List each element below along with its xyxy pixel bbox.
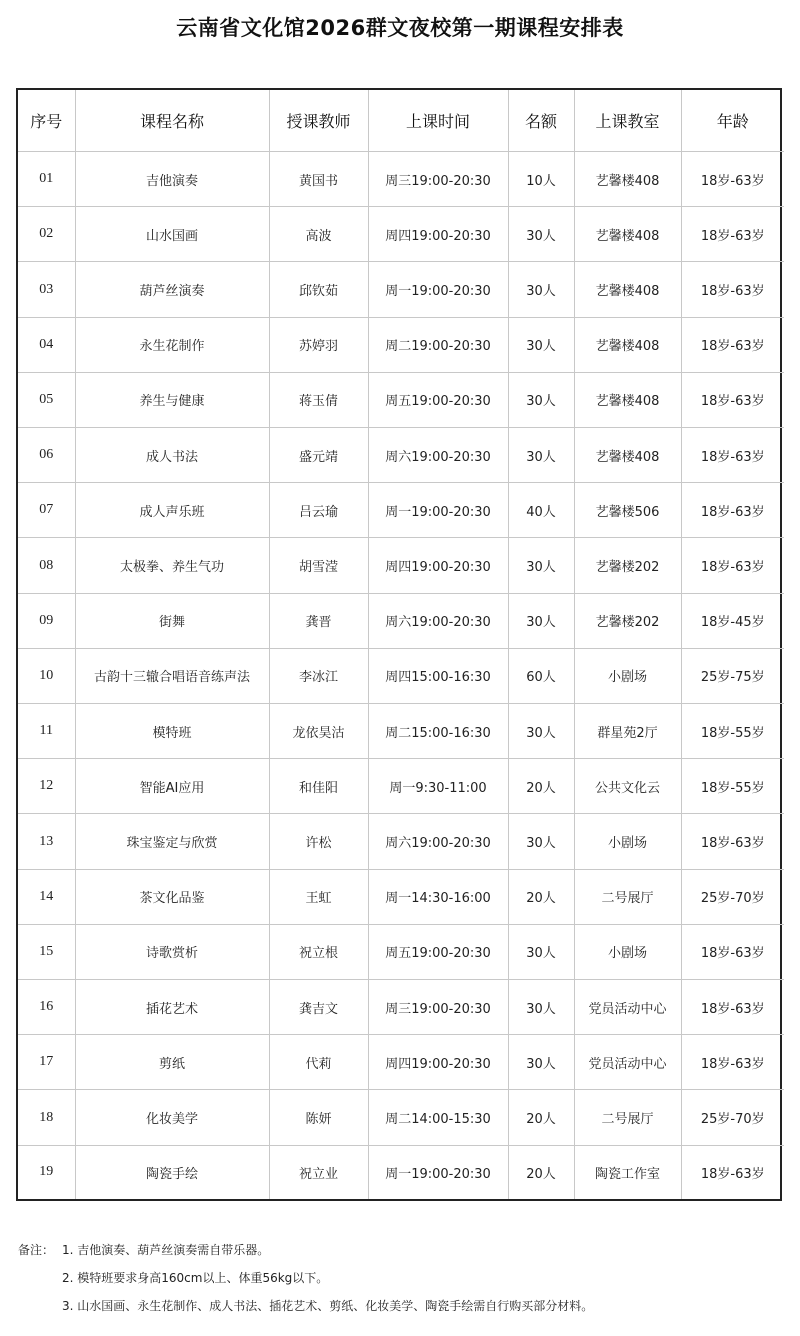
cell-quota: 30人 xyxy=(508,262,574,317)
table-row xyxy=(18,372,784,427)
cell-quota: 10人 xyxy=(508,152,574,207)
header-teacher: 授课教师 xyxy=(269,90,368,152)
cell-age: 18岁-55岁 xyxy=(681,759,784,814)
table-row xyxy=(18,1035,784,1090)
table-row xyxy=(18,869,784,924)
cell-course: 永生花制作 xyxy=(75,317,269,372)
cell-quota: 30人 xyxy=(508,1035,574,1090)
table-body xyxy=(18,152,784,1200)
cell-teacher: 邱钦茹 xyxy=(269,262,368,317)
cell-room: 党员活动中心 xyxy=(574,1035,681,1090)
cell-room: 艺馨楼408 xyxy=(574,262,681,317)
cell-time: 周四19:00-20:30 xyxy=(368,1035,508,1090)
cell-quota: 20人 xyxy=(508,869,574,924)
cell-teacher: 龚吉文 xyxy=(269,980,368,1035)
cell-course: 养生与健康 xyxy=(75,372,269,427)
cell-no: 08 xyxy=(18,538,75,593)
course-table xyxy=(18,90,784,1199)
cell-no: 18 xyxy=(18,1090,75,1145)
cell-no: 03 xyxy=(18,262,75,317)
table-row xyxy=(18,648,784,703)
cell-no: 17 xyxy=(18,1035,75,1090)
cell-room: 艺馨楼202 xyxy=(574,538,681,593)
cell-teacher: 龚晋 xyxy=(269,593,368,648)
header-room: 上课教室 xyxy=(574,90,681,152)
cell-room: 陶瓷工作室 xyxy=(574,1145,681,1199)
cell-quota: 30人 xyxy=(508,980,574,1035)
cell-room: 艺馨楼408 xyxy=(574,372,681,427)
cell-age: 18岁-45岁 xyxy=(681,593,784,648)
cell-age: 18岁-63岁 xyxy=(681,207,784,262)
cell-no: 04 xyxy=(18,317,75,372)
notes xyxy=(18,1236,788,1320)
note-row xyxy=(18,1236,788,1264)
table-row xyxy=(18,814,784,869)
cell-room: 小剧场 xyxy=(574,924,681,979)
note-row xyxy=(18,1292,788,1320)
cell-room: 群星苑2厅 xyxy=(574,704,681,759)
table-row xyxy=(18,152,784,207)
notes-label: 备注： xyxy=(18,1243,55,1257)
cell-course: 成人声乐班 xyxy=(75,483,269,538)
cell-course: 模特班 xyxy=(75,704,269,759)
table-row xyxy=(18,317,784,372)
header-age: 年龄 xyxy=(681,90,784,152)
cell-course: 吉他演奏 xyxy=(75,152,269,207)
table-header-row xyxy=(18,90,784,152)
cell-no: 01 xyxy=(18,152,75,207)
cell-no: 13 xyxy=(18,814,75,869)
cell-quota: 30人 xyxy=(508,924,574,979)
cell-time: 周五19:00-20:30 xyxy=(368,372,508,427)
table-row xyxy=(18,483,784,538)
cell-time: 周四19:00-20:30 xyxy=(368,207,508,262)
cell-no: 16 xyxy=(18,980,75,1035)
cell-course: 街舞 xyxy=(75,593,269,648)
cell-no: 06 xyxy=(18,428,75,483)
cell-course: 古韵十三辙合唱语音练声法 xyxy=(75,648,269,703)
cell-teacher: 李冰江 xyxy=(269,648,368,703)
cell-room: 党员活动中心 xyxy=(574,980,681,1035)
cell-course: 插花艺术 xyxy=(75,980,269,1035)
cell-time: 周五19:00-20:30 xyxy=(368,924,508,979)
cell-room: 二号展厅 xyxy=(574,1090,681,1145)
cell-time: 周二15:00-16:30 xyxy=(368,704,508,759)
cell-teacher: 黄国书 xyxy=(269,152,368,207)
cell-quota: 30人 xyxy=(508,428,574,483)
cell-teacher: 吕云瑜 xyxy=(269,483,368,538)
table-row xyxy=(18,924,784,979)
cell-age: 18岁-63岁 xyxy=(681,924,784,979)
cell-teacher: 许松 xyxy=(269,814,368,869)
cell-room: 艺馨楼202 xyxy=(574,593,681,648)
table-row xyxy=(18,593,784,648)
cell-teacher: 王虹 xyxy=(269,869,368,924)
cell-teacher: 苏婷羽 xyxy=(269,317,368,372)
cell-course: 陶瓷手绘 xyxy=(75,1145,269,1199)
schedule-table xyxy=(16,88,782,1201)
cell-room: 艺馨楼408 xyxy=(574,317,681,372)
cell-teacher: 蒋玉倩 xyxy=(269,372,368,427)
cell-room: 艺馨楼408 xyxy=(574,152,681,207)
cell-course: 化妆美学 xyxy=(75,1090,269,1145)
cell-quota: 20人 xyxy=(508,759,574,814)
cell-time: 周四19:00-20:30 xyxy=(368,538,508,593)
cell-quota: 30人 xyxy=(508,538,574,593)
table-row xyxy=(18,704,784,759)
cell-age: 18岁-63岁 xyxy=(681,428,784,483)
cell-no: 19 xyxy=(18,1145,75,1199)
cell-no: 05 xyxy=(18,372,75,427)
table-row xyxy=(18,759,784,814)
cell-course: 太极拳、养生气功 xyxy=(75,538,269,593)
cell-no: 14 xyxy=(18,869,75,924)
note-item: 2. 模特班要求身高160cm以上、体重56kg以下。 xyxy=(62,1271,329,1285)
table-row xyxy=(18,1145,784,1199)
cell-course: 山水国画 xyxy=(75,207,269,262)
cell-room: 艺馨楼408 xyxy=(574,428,681,483)
cell-age: 18岁-63岁 xyxy=(681,483,784,538)
cell-quota: 30人 xyxy=(508,593,574,648)
cell-teacher: 胡雪滢 xyxy=(269,538,368,593)
cell-course: 成人书法 xyxy=(75,428,269,483)
cell-time: 周四15:00-16:30 xyxy=(368,648,508,703)
cell-quota: 60人 xyxy=(508,648,574,703)
note-indent xyxy=(18,1264,62,1292)
cell-room: 艺馨楼506 xyxy=(574,483,681,538)
cell-teacher: 龙依昊沽 xyxy=(269,704,368,759)
cell-time: 周三19:00-20:30 xyxy=(368,152,508,207)
cell-time: 周三19:00-20:30 xyxy=(368,980,508,1035)
table-row xyxy=(18,428,784,483)
cell-time: 周一9:30-11:00 xyxy=(368,759,508,814)
header-quota: 名额 xyxy=(508,90,574,152)
table-row xyxy=(18,207,784,262)
note-item: 1. 吉他演奏、葫芦丝演奏需自带乐器。 xyxy=(62,1243,270,1257)
cell-teacher: 祝立业 xyxy=(269,1145,368,1199)
cell-age: 18岁-63岁 xyxy=(681,538,784,593)
cell-age: 18岁-63岁 xyxy=(681,980,784,1035)
cell-time: 周一19:00-20:30 xyxy=(368,483,508,538)
cell-teacher: 祝立根 xyxy=(269,924,368,979)
cell-quota: 20人 xyxy=(508,1145,574,1199)
cell-course: 剪纸 xyxy=(75,1035,269,1090)
cell-course: 诗歌赏析 xyxy=(75,924,269,979)
table-row xyxy=(18,1090,784,1145)
cell-age: 18岁-55岁 xyxy=(681,704,784,759)
table-row xyxy=(18,980,784,1035)
cell-room: 艺馨楼408 xyxy=(574,207,681,262)
cell-teacher: 高波 xyxy=(269,207,368,262)
cell-course: 茶文化品鉴 xyxy=(75,869,269,924)
cell-no: 07 xyxy=(18,483,75,538)
cell-no: 15 xyxy=(18,924,75,979)
cell-room: 二号展厅 xyxy=(574,869,681,924)
note-item: 3. 山水国画、永生花制作、成人书法、插花艺术、剪纸、化妆美学、陶瓷手绘需自行购买部分材料。 xyxy=(62,1299,594,1313)
cell-room: 小剧场 xyxy=(574,648,681,703)
cell-course: 珠宝鉴定与欣赏 xyxy=(75,814,269,869)
cell-teacher: 盛元靖 xyxy=(269,428,368,483)
cell-course: 智能AI应用 xyxy=(75,759,269,814)
cell-time: 周六19:00-20:30 xyxy=(368,814,508,869)
cell-age: 18岁-63岁 xyxy=(681,152,784,207)
cell-course: 葫芦丝演奏 xyxy=(75,262,269,317)
header-course: 课程名称 xyxy=(75,90,269,152)
table-row xyxy=(18,262,784,317)
cell-teacher: 陈妍 xyxy=(269,1090,368,1145)
cell-age: 18岁-63岁 xyxy=(681,1035,784,1090)
cell-room: 小剧场 xyxy=(574,814,681,869)
cell-teacher: 代莉 xyxy=(269,1035,368,1090)
cell-age: 25岁-75岁 xyxy=(681,648,784,703)
cell-no: 02 xyxy=(18,207,75,262)
cell-quota: 30人 xyxy=(508,704,574,759)
cell-time: 周二19:00-20:30 xyxy=(368,317,508,372)
cell-age: 18岁-63岁 xyxy=(681,262,784,317)
cell-no: 10 xyxy=(18,648,75,703)
cell-time: 周六19:00-20:30 xyxy=(368,428,508,483)
cell-quota: 30人 xyxy=(508,814,574,869)
cell-no: 09 xyxy=(18,593,75,648)
cell-quota: 40人 xyxy=(508,483,574,538)
cell-quota: 20人 xyxy=(508,1090,574,1145)
cell-time: 周二14:00-15:30 xyxy=(368,1090,508,1145)
cell-age: 18岁-63岁 xyxy=(681,317,784,372)
cell-time: 周一19:00-20:30 xyxy=(368,262,508,317)
cell-no: 11 xyxy=(18,704,75,759)
cell-time: 周六19:00-20:30 xyxy=(368,593,508,648)
cell-quota: 30人 xyxy=(508,317,574,372)
cell-age: 18岁-63岁 xyxy=(681,372,784,427)
cell-no: 12 xyxy=(18,759,75,814)
cell-age: 25岁-70岁 xyxy=(681,869,784,924)
header-time: 上课时间 xyxy=(368,90,508,152)
cell-room: 公共文化云 xyxy=(574,759,681,814)
header-no: 序号 xyxy=(18,90,75,152)
cell-age: 25岁-70岁 xyxy=(681,1090,784,1145)
note-indent xyxy=(18,1292,62,1320)
cell-time: 周一14:30-16:00 xyxy=(368,869,508,924)
table-row xyxy=(18,538,784,593)
cell-time: 周一19:00-20:30 xyxy=(368,1145,508,1199)
cell-age: 18岁-63岁 xyxy=(681,1145,784,1199)
cell-quota: 30人 xyxy=(508,372,574,427)
cell-age: 18岁-63岁 xyxy=(681,814,784,869)
cell-quota: 30人 xyxy=(508,207,574,262)
page-title: 云南省文化馆2026群文夜校第一期课程安排表 xyxy=(176,16,624,40)
cell-teacher: 和佳阳 xyxy=(269,759,368,814)
note-row xyxy=(18,1264,788,1292)
